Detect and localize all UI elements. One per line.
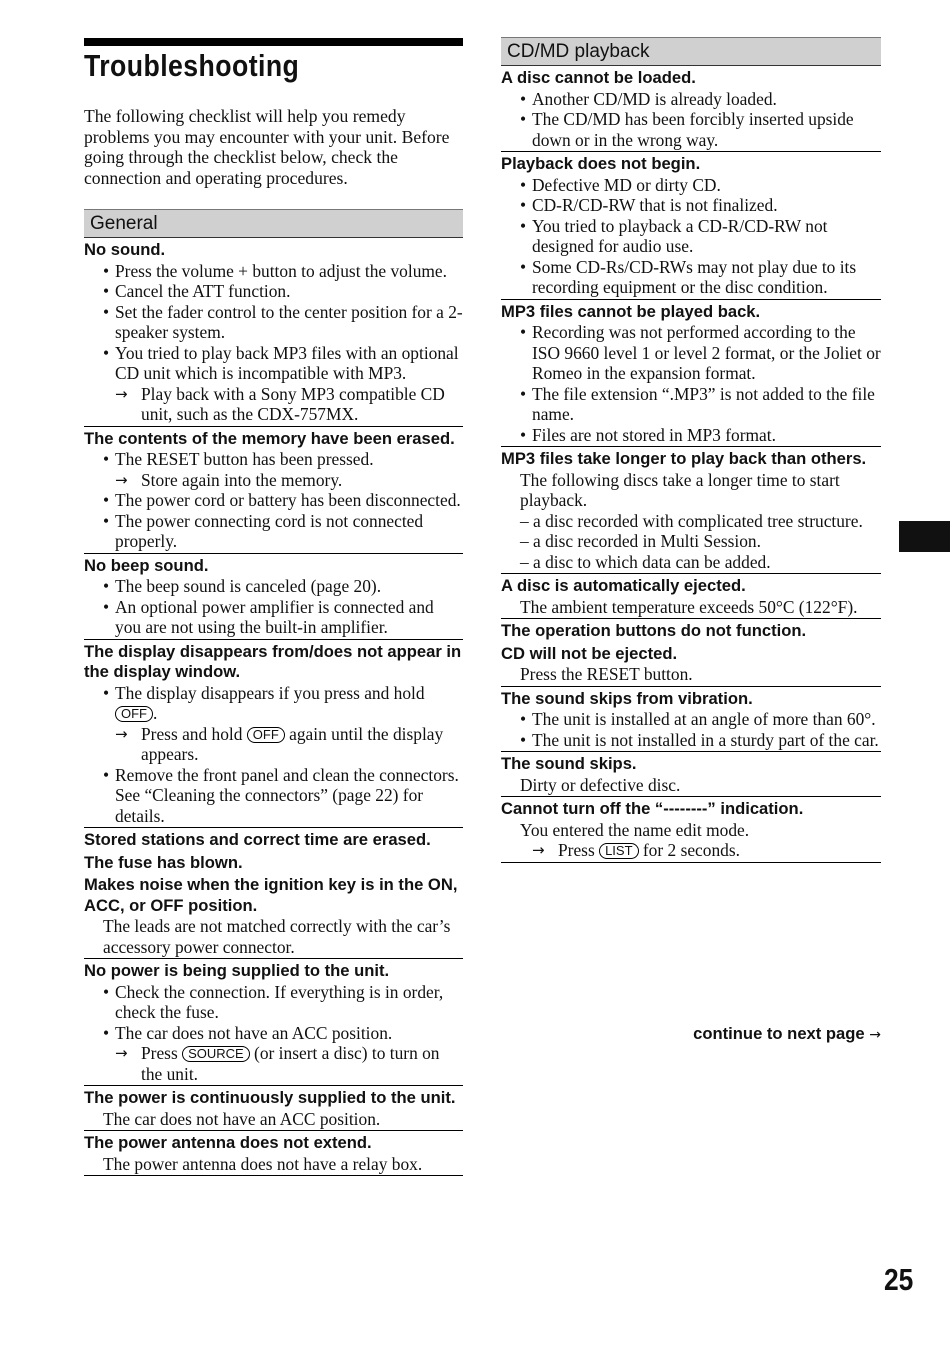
continue-text: continue to next page (693, 1024, 865, 1043)
symptom-heading: MP3 files cannot be played back. (501, 301, 761, 321)
remedy-step (84, 1043, 463, 1084)
remedy-step (84, 384, 463, 425)
item-text: The display disappears if you press and hold (115, 682, 425, 703)
page-title: Troubleshooting (84, 48, 300, 83)
cause-bullet (501, 730, 881, 751)
item-text: Press the volume + button to adjust the volume. (115, 260, 447, 281)
trouble-entry (501, 154, 881, 300)
item-text: The CD/MD has been forcibly inserted upside down or in the wrong way. (532, 109, 854, 150)
item-text: Another CD/MD is already loaded. (532, 88, 777, 109)
item-text: Check the connection. If everything is in order, check the fuse. (115, 981, 444, 1022)
cause-bullet (501, 89, 881, 110)
item-text: The car does not have an ACC position. (103, 1108, 381, 1129)
item-text: Cancel the ATT function. (115, 281, 291, 301)
trouble-entry (84, 1088, 463, 1131)
trouble-entry (501, 68, 881, 152)
item-text: You tried to playback a CD-R/CD-RW not designed for audio use. (532, 215, 828, 256)
item-text: The car does not have an ACC position. (115, 1022, 393, 1043)
item-text: a disc recorded in Multi Session. (533, 531, 761, 551)
trouble-entry (84, 429, 463, 554)
trouble-entry (84, 830, 463, 959)
item-text: The unit is not installed in a sturdy part of the car. (532, 729, 879, 750)
item-text: Press (141, 1043, 183, 1063)
symptom-heading: Makes noise when the ignition key is in the ON, ACC, or OFF position. (84, 875, 458, 915)
button-key-label: LIST (599, 843, 638, 859)
symptom-heading: The fuse has blown. (84, 852, 243, 872)
page-number: 25 (884, 1262, 914, 1297)
trouble-entry (501, 576, 881, 619)
cause-bullet (84, 765, 463, 827)
symptom-heading: CD will not be ejected. (501, 643, 678, 663)
dash-item: – a disc recorded in Multi Session. (520, 531, 761, 551)
dash-item: – a disc to which data can be added. (520, 551, 771, 572)
item-text: Press (558, 840, 600, 860)
item-text-after: again until the display appears. (141, 723, 444, 764)
cause-bullet (501, 257, 881, 298)
item-text: The leads are not matched correctly with the car’s accessory power connector. (103, 916, 451, 957)
cdmd-list (501, 68, 881, 863)
item-text: The power antenna does not have a relay box. (103, 1153, 423, 1174)
general-list (84, 240, 463, 1176)
cause-bullet (84, 449, 463, 470)
cause-bullet (501, 384, 881, 425)
item-text-after: (or insert a disc) to turn on the unit. (141, 1043, 440, 1084)
cause-bullet (501, 709, 881, 730)
trouble-entry (84, 240, 463, 427)
symptom-heading: MP3 files take longer to play back than others. (501, 449, 867, 468)
cause-text (501, 664, 881, 685)
remedy-step (84, 724, 463, 765)
arrow-right-icon: → (115, 470, 128, 489)
cause-bullet (84, 511, 463, 552)
general-column (84, 209, 463, 1176)
section-tab-marker (899, 521, 950, 552)
cause-bullet (501, 425, 881, 446)
trouble-entry (501, 449, 881, 574)
item-text: The ambient temperature exceeds 50°C (122°F). (520, 596, 858, 617)
cause-bullet (501, 216, 881, 257)
item-text: Play back with a Sony MP3 compatible CD unit, such as the CDX-757MX. (141, 383, 445, 424)
item-text: The following discs take a longer time to start playback. (520, 469, 840, 510)
cause-text (501, 470, 881, 511)
symptom-heading: The sound skips from vibration. (501, 688, 753, 708)
item-text: a disc to which data can be added. (533, 551, 771, 572)
cause-bullet (84, 343, 463, 384)
symptom-heading: No beep sound. (84, 555, 209, 575)
symptom-heading: The operation buttons do not function. (501, 621, 807, 640)
item-text: An optional power amplifier is connected and you are not using the built-in amplifier. (115, 596, 434, 637)
arrow-right-icon: → (115, 1044, 128, 1062)
cause-text (501, 597, 881, 618)
cause-bullet (84, 683, 463, 724)
item-text: The power connecting cord is not connected properly. (115, 510, 424, 551)
item-text: Remove the front panel and clean the connectors. See “Cleaning the connectors” (page 22) for details. (115, 764, 459, 826)
trouble-entry (501, 302, 881, 448)
item-text: Set the fader control to the center position for a 2-speaker system. (115, 301, 463, 342)
item-text: You tried to play back MP3 files with an optional CD unit which is incompatible with MP3. (115, 342, 459, 383)
arrow-right-icon: → (115, 384, 128, 403)
item-text-after: . (153, 703, 158, 723)
symptom-heading: A disc cannot be loaded. (501, 68, 696, 87)
cause-text (84, 1109, 463, 1130)
item-text: You entered the name edit mode. (520, 819, 750, 840)
item-text: Files are not stored in MP3 format. (532, 424, 776, 445)
item-text: Defective MD or dirty CD. (532, 174, 721, 195)
cause-bullet (84, 1023, 463, 1044)
arrow-right-icon: → (532, 841, 545, 859)
section-header-general: General (84, 209, 463, 238)
cdmd-column (501, 37, 881, 863)
item-text: a disc recorded with complicated tree structure. (533, 510, 863, 531)
symptom-heading: The power is continuously supplied to the unit. (84, 1088, 456, 1107)
cause-text (84, 1154, 463, 1175)
title-rule (84, 38, 463, 46)
item-text: The unit is installed at an angle of more than 60°. (532, 709, 876, 729)
symptom-heading: The display disappears from/does not appear in the display window. (84, 641, 462, 681)
symptom-heading: No sound. (84, 240, 166, 259)
symptom-heading: Cannot turn off the “--------” indication. (501, 799, 804, 818)
trouble-entry (501, 689, 881, 753)
symptom-heading: No power is being supplied to the unit. (84, 961, 390, 980)
dash-item: – a disc recorded with complicated tree structure. (520, 510, 863, 531)
trouble-entry (84, 642, 463, 829)
button-key-label: SOURCE (182, 1046, 250, 1062)
cause-bullet (84, 261, 463, 282)
intro-paragraph: The following checklist will help you remedy problems you may encounter with your unit. Before going through the checklist below, check the connection and operating procedures. (84, 106, 450, 188)
symptom-heading: A disc is automatically ejected. (501, 576, 746, 595)
item-text: The beep sound is canceled (page 20). (115, 576, 382, 596)
remedy-step (501, 840, 881, 861)
symptom-heading: Playback does not begin. (501, 154, 701, 173)
item-text: The RESET button has been pressed. (115, 449, 374, 469)
arrow-right-icon: → (115, 724, 128, 743)
item-text: Recording was not performed according to the ISO 9660 level 1 or level 2 format, or the Joliet or Romeo in the expansion format. (532, 322, 881, 383)
cause-bullet (501, 195, 881, 216)
trouble-entry (501, 621, 881, 687)
cause-text (501, 820, 881, 841)
trouble-entry (84, 556, 463, 640)
item-text: The power cord or battery has been disconnected. (115, 490, 461, 510)
item-text: Press the RESET button. (520, 664, 693, 684)
trouble-entry (501, 754, 881, 797)
item-text: Press and hold (141, 723, 247, 744)
trouble-entry (84, 1133, 463, 1176)
section-header-cdmd: CD/MD playback (501, 37, 881, 66)
trouble-entry (84, 961, 463, 1086)
symptom-heading: The power antenna does not extend. (84, 1133, 372, 1152)
arrow-right-icon: → (869, 1027, 881, 1043)
cause-text (84, 916, 463, 957)
cause-bullet (501, 109, 881, 150)
item-text: The file extension “.MP3” is not added to the file name. (532, 383, 875, 424)
button-key-label: OFF (247, 727, 285, 743)
trouble-entry (501, 799, 881, 863)
button-key-label: OFF (115, 706, 153, 722)
item-text-after: for 2 seconds. (638, 840, 740, 860)
cause-bullet (84, 576, 463, 597)
symptom-heading: Stored stations and correct time are erased. (84, 830, 431, 849)
symptom-heading: The contents of the memory have been erased. (84, 428, 455, 448)
cause-bullet (501, 322, 881, 384)
item-text: CD-R/CD-RW that is not finalized. (532, 195, 778, 215)
cause-bullet (84, 302, 463, 343)
cause-bullet (84, 490, 463, 511)
item-text: Some CD-Rs/CD-RWs may not play due to its recording equipment or the disc condition. (532, 256, 857, 297)
item-text: Dirty or defective disc. (520, 774, 681, 795)
symptom-heading: The sound skips. (501, 754, 637, 773)
cause-bullet (84, 281, 463, 302)
item-text: Store again into the memory. (141, 469, 343, 490)
continue-note (501, 1024, 881, 1044)
remedy-step (84, 470, 463, 491)
cause-bullet (84, 982, 463, 1023)
cause-bullet (84, 597, 463, 638)
cause-text (501, 775, 881, 796)
cause-bullet (501, 175, 881, 196)
